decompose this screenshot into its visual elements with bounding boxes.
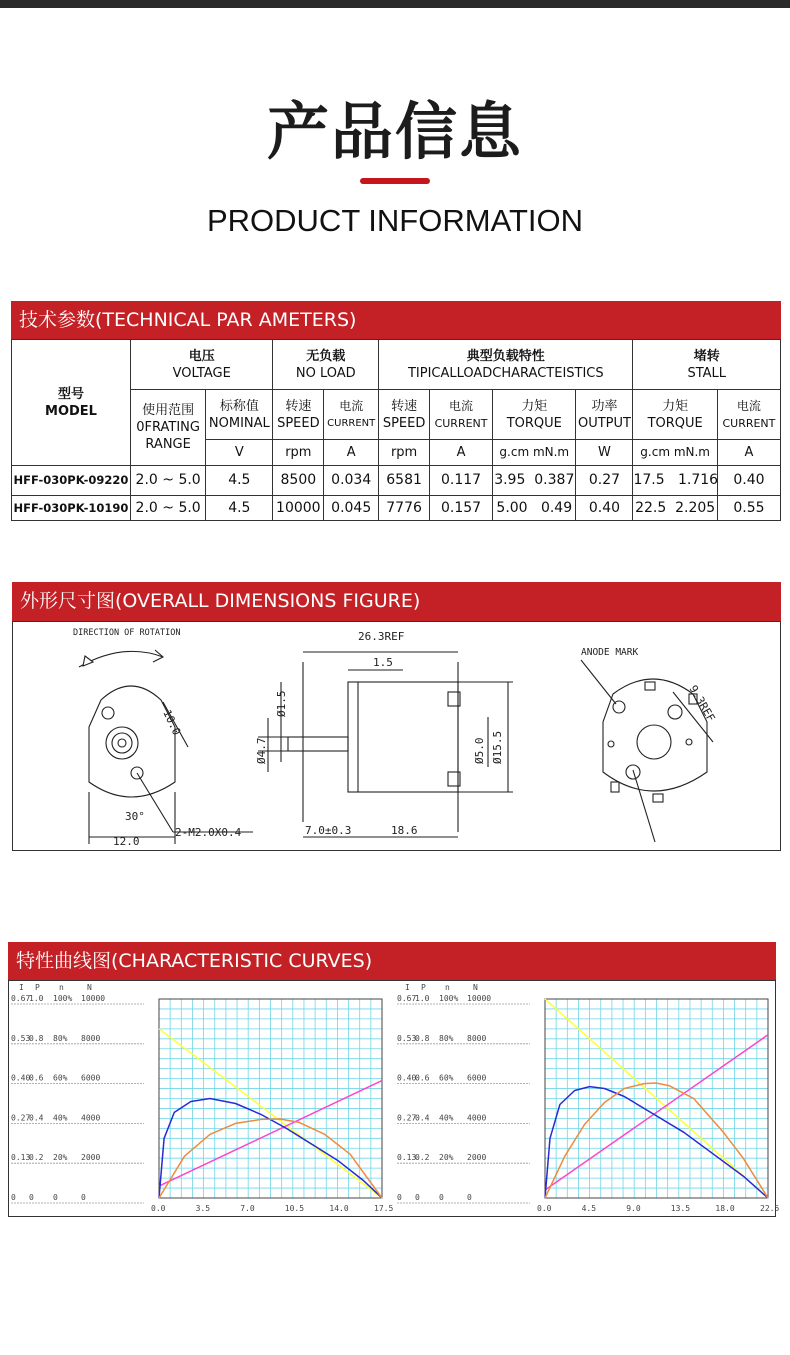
axis-header-label: N: [473, 983, 478, 992]
y-tick-label: 80%: [439, 1033, 454, 1043]
nl-speed-header: 转速 SPEED: [273, 390, 324, 440]
y-tick-label: 6000: [467, 1073, 487, 1083]
y-tick-label: 0: [29, 1193, 34, 1202]
section-dimensions-header: 外形尺寸图(OVERALL DIMENSIONS FIGURE): [12, 582, 781, 621]
y-tick-label: 60%: [439, 1073, 454, 1083]
axis-header-label: P: [421, 983, 426, 992]
dimension-figure: [12, 621, 781, 851]
label-phi-5-0: Ø5.0: [473, 737, 486, 764]
y-tick-label: 6000: [81, 1073, 101, 1083]
label-7-0: 7.0±0.3: [305, 824, 352, 837]
characteristic-chart-1: [9, 981, 394, 1216]
unit-cell: rpm: [379, 440, 430, 466]
y-tick-label: 40%: [53, 1113, 68, 1123]
label-30: 30°: [125, 810, 145, 823]
axis-header-label: I: [19, 983, 24, 992]
y-tick-label: 0: [53, 1193, 58, 1202]
axis-header-label: N: [87, 983, 92, 992]
nl-current-header: 电流 CURRENT: [324, 390, 379, 440]
label-phi-15-5: Ø15.5: [491, 730, 504, 764]
no-load-header: 无负载 NO LOAD: [273, 340, 379, 390]
y-tick-label: 1.0: [29, 994, 44, 1003]
voltage-header: 电压 VOLTAGE: [131, 340, 273, 390]
nominal-cell: 4.5: [206, 496, 273, 521]
unit-cell: A: [717, 440, 780, 466]
y-tick-label: 0.67: [11, 994, 31, 1003]
nominal-cell: 4.5: [206, 466, 273, 496]
y-tick-label: 20%: [439, 1153, 454, 1163]
x-tick-label: 10.5: [284, 1204, 305, 1213]
y-tick-label: 60%: [53, 1073, 68, 1083]
y-tick-label: 4000: [467, 1113, 487, 1123]
model-header: 型号 MODEL: [12, 340, 131, 466]
x-tick-label: 18.0: [715, 1204, 735, 1213]
y-tick-label: 100%: [53, 994, 73, 1003]
label-12: 12.0: [113, 835, 140, 848]
tl-current-cell: 0.117: [430, 466, 493, 496]
st-current-cell: 0.55: [717, 496, 780, 521]
label-26-3: 26.3REF: [358, 630, 405, 643]
label-1-5: 1.5: [373, 656, 393, 669]
y-tick-label: 0.6: [29, 1073, 44, 1083]
y-tick-label: 0.4: [415, 1113, 430, 1123]
nl-speed-cell: 10000: [273, 496, 324, 521]
tl-current-header: 电流 CURRENT: [430, 390, 493, 440]
y-tick-label: 0: [81, 1193, 86, 1202]
tl-current-cell: 0.157: [430, 496, 493, 521]
tl-output-header: 功率 OUTPUT: [576, 390, 633, 440]
tl-torque-cell: 5.00 0.49: [493, 496, 576, 521]
label-anode: ANODE MARK: [581, 647, 639, 658]
label-phi-4-7: Ø4.7: [255, 737, 268, 764]
x-tick-label: 9.0: [626, 1204, 641, 1213]
unit-cell: rpm: [273, 440, 324, 466]
label-18-6: 18.6: [391, 824, 418, 837]
range-cell: 2.0 ~ 5.0: [131, 466, 206, 496]
stall-header: 堵转 STALL: [633, 340, 781, 390]
model-cell: HFF-030PK-09220: [12, 466, 131, 496]
tl-output-cell: 0.40: [576, 496, 633, 521]
nl-current-cell: 0.034: [324, 466, 379, 496]
axis-header-label: P: [35, 983, 40, 992]
table-row: [12, 466, 781, 496]
y-tick-label: 80%: [53, 1033, 68, 1043]
unit-cell: V: [206, 440, 273, 466]
y-tick-label: 8000: [467, 1033, 487, 1043]
curves-panel: [8, 980, 780, 1217]
y-tick-label: 4000: [81, 1113, 101, 1123]
label-screw: 2-M2.0X0.4: [175, 826, 242, 839]
y-tick-label: 0.4: [29, 1113, 44, 1123]
y-tick-label: 40%: [439, 1113, 454, 1123]
nl-current-cell: 0.045: [324, 496, 379, 521]
y-tick-label: 20%: [53, 1153, 68, 1163]
x-tick-label: 0.0: [151, 1204, 166, 1213]
y-tick-label: 0.2: [29, 1153, 44, 1163]
motor-side-body: [348, 682, 458, 792]
y-tick-label: 0: [415, 1193, 420, 1202]
unit-cell: g.cm mN.m: [493, 440, 576, 466]
y-tick-label: 100%: [439, 994, 459, 1003]
nominal-header: 标称值 NOMINAL: [206, 390, 273, 440]
y-tick-label: 0.27: [397, 1113, 417, 1123]
axis-header-label: n: [445, 983, 450, 992]
model-cell: HFF-030PK-10190: [12, 496, 131, 521]
x-tick-label: 4.5: [581, 1204, 597, 1213]
y-tick-label: 0.27: [11, 1113, 31, 1123]
dimension-drawing: [13, 622, 780, 850]
y-tick-label: 0.40: [11, 1073, 31, 1083]
characteristic-chart-2: [395, 981, 780, 1216]
unit-cell: A: [324, 440, 379, 466]
label-phi-1-5: Ø1.5: [275, 690, 288, 717]
y-tick-label: 10000: [81, 994, 106, 1003]
range-cell: 2.0 ~ 5.0: [131, 496, 206, 521]
y-tick-label: 0: [439, 1193, 444, 1202]
tl-speed-header: 转速 SPEED: [379, 390, 430, 440]
label-9-3: 9.3REF: [686, 683, 718, 724]
spec-table: [11, 339, 781, 521]
y-tick-label: 0.53: [11, 1033, 31, 1043]
x-tick-label: 14.0: [329, 1204, 349, 1213]
page-title-en: PRODUCT INFORMATION: [206, 203, 583, 238]
section-curves-header: 特性曲线图(CHARACTERISTIC CURVES): [8, 942, 776, 980]
x-tick-label: 22.5: [760, 1204, 780, 1213]
y-tick-label: 1.0: [415, 994, 430, 1003]
unit-cell: W: [576, 440, 633, 466]
screw-hole: [102, 707, 114, 719]
x-tick-label: 13.5: [670, 1204, 691, 1213]
tl-speed-cell: 6581: [379, 466, 430, 496]
y-tick-label: 0.40: [397, 1073, 417, 1083]
nl-speed-cell: 8500: [273, 466, 324, 496]
y-tick-label: 0: [11, 1193, 16, 1202]
label-10: 10.0: [160, 707, 184, 738]
tl-torque-header: 力矩 TORQUE: [493, 390, 576, 440]
tl-torque-cell: 3.95 0.387: [493, 466, 576, 496]
st-torque-cell: 17.5 1.716: [633, 466, 717, 496]
shaft-boss: [106, 727, 138, 759]
y-tick-label: 0.2: [415, 1153, 430, 1163]
y-tick-label: 0.13: [11, 1153, 31, 1163]
unit-cell: g.cm mN.m: [633, 440, 717, 466]
x-tick-label: 3.5: [195, 1204, 211, 1213]
y-tick-label: 0.8: [29, 1033, 44, 1043]
y-tick-label: 0.67: [397, 994, 417, 1003]
top-bar: [0, 0, 790, 8]
range-header: 使用范围 0FRATING RANGE: [131, 390, 206, 466]
axis-header-label: I: [405, 983, 410, 992]
axis-header-label: n: [59, 983, 64, 992]
label-direction: DIRECTION OF ROTATION: [73, 628, 181, 638]
unit-cell: A: [430, 440, 493, 466]
y-tick-label: 0.13: [397, 1153, 417, 1163]
y-tick-label: 2000: [467, 1153, 487, 1163]
st-torque-header: 力矩 TORQUE: [633, 390, 717, 440]
x-tick-label: 7.0: [240, 1204, 255, 1213]
shaft: [288, 737, 348, 751]
st-current-cell: 0.40: [717, 466, 780, 496]
tl-output-cell: 0.27: [576, 466, 633, 496]
x-tick-label: 0.0: [537, 1204, 552, 1213]
page-title-cn: 产品信息: [266, 95, 523, 168]
section-technical-header: 技术参数(TECHNICAL PAR AMETERS): [11, 301, 781, 339]
st-torque-cell: 22.5 2.205: [633, 496, 717, 521]
y-tick-label: 10000: [467, 994, 492, 1003]
y-tick-label: 0.6: [415, 1073, 430, 1083]
y-tick-label: 8000: [81, 1033, 101, 1043]
y-tick-label: 0.8: [415, 1033, 430, 1043]
y-tick-label: 0.53: [397, 1033, 417, 1043]
x-tick-label: 17.5: [374, 1204, 394, 1213]
typical-load-header: 典型负载特性 TIPICALLOADCHARACTEISTICS: [379, 340, 633, 390]
st-current-header: 电流 CURRENT: [717, 390, 780, 440]
title-divider: [360, 178, 430, 184]
table-row: [12, 496, 781, 521]
y-tick-label: 0: [467, 1193, 472, 1202]
rotation-arrow: [83, 656, 93, 666]
tl-speed-cell: 7776: [379, 496, 430, 521]
y-tick-label: 0: [397, 1193, 402, 1202]
y-tick-label: 2000: [81, 1153, 101, 1163]
